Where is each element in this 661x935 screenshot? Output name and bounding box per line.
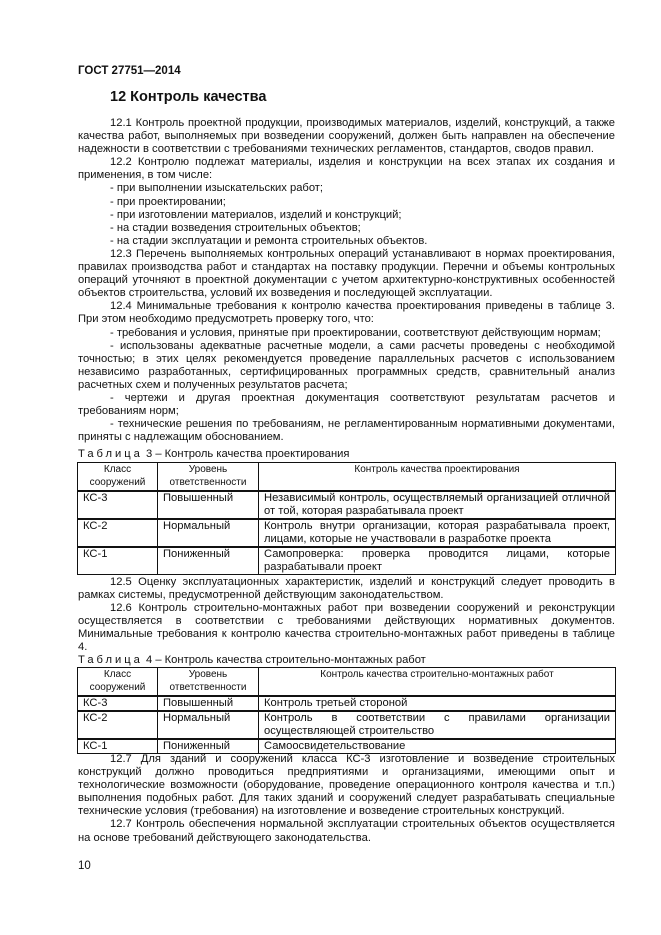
cell-level: Нормальный [158, 519, 259, 547]
table-3-caption [78, 448, 349, 461]
paragraph-12-1: 12.1 Контроль проектной продукции, производимых материалов, изделий, конструкций, а также качества работ, выполняемых при возведении сооружений, должен быть направлен на обеспечение надежности в соответствии с требованиями технических регламентов, стандартов, сводов правил. [78, 117, 615, 156]
table-header-row [78, 463, 616, 492]
section-title: 12 Контроль качества [110, 89, 267, 105]
cell-level: Пониженный [158, 739, 259, 754]
document-id: ГОСТ 27751—2014 [78, 65, 181, 77]
column-header-level: Уровень ответственности [158, 463, 259, 492]
cell-class: КС-1 [78, 547, 158, 575]
paragraph-12-5: 12.5 Оценку эксплуатационных характеристик, изделий и конструкций следует проводить в рамках системы, предусмотренной действующим законодательством. [78, 576, 615, 602]
table-4 [77, 667, 616, 754]
paragraph-12-7b: 12.7 Контроль обеспечения нормальной эксплуатации строительных объектов осуществляется на основе требований действующего законодательства. [78, 818, 615, 844]
text-block-3 [78, 753, 615, 845]
paragraph-12-6: 12.6 Контроль строительно-монтажных работ при возведении сооружений и реконструкции осуществляется в соответствии с требованиями действующих нормативных документов. Минимальные требования к контролю качества строительно-монтажных работ приведены в таблице 4. [78, 602, 615, 654]
caption-title: – Контроль качества строительно-монтажных работ [155, 654, 426, 666]
list-item: - технические решения по требованиям, не регламентированным нормативными документами, приняты с надлежащим обоснованием. [78, 418, 615, 444]
table-row [78, 491, 616, 519]
caption-number: 3 [145, 448, 153, 460]
cell-level: Пониженный [158, 547, 259, 575]
list-item: - на стадии эксплуатации и ремонта строительных объектов. [110, 234, 428, 247]
table-row [78, 547, 616, 575]
cell-class: КС-2 [78, 519, 158, 547]
list-item: - требования и условия, принятые при проектировании, соответствуют действующим нормам; [110, 326, 601, 339]
list-item: - при выполнении изыскательских работ; [110, 182, 324, 195]
paragraph-12-7: 12.7 Для зданий и сооружений класса КС-3 изготовление и возведение строительных конструкций должно проводиться предприятиями и организациями, имеющими опыт и технологические возможности (оборудование, проведение операционного контроля качества и т.п.) выполнения подобных работ. Для таких зданий и сооружений следует разрабатывать специальные технические условия (требования) на изготовление и возведение строительных конструкций. [78, 753, 615, 818]
caption-number: 4 [145, 654, 153, 666]
page-number: 10 [78, 860, 91, 872]
cell-control: Контроль в соответствии с правилами организации осуществляющей строительство [259, 711, 616, 739]
paragraph-12-4: 12.4 Минимальные требования к контролю качества проектирования приведены в таблице 3. При этом необходимо предусмотреть проверку того, что: [78, 300, 615, 326]
table-row [78, 696, 616, 711]
table-row [78, 711, 616, 739]
table-row [78, 519, 616, 547]
cell-class: КС-3 [78, 696, 158, 711]
table-header-row [78, 668, 616, 697]
cell-class: КС-1 [78, 739, 158, 754]
table-4-caption [78, 654, 426, 667]
paragraph-12-2: 12.2 Контролю подлежат материалы, изделия и конструкции на всех этапах их создания и применения, в том числе: [78, 156, 615, 182]
column-header-level: Уровень ответственности [158, 668, 259, 697]
cell-level: Нормальный [158, 711, 259, 739]
cell-control: Самоосвидетельствование [259, 739, 616, 754]
cell-class: КС-2 [78, 711, 158, 739]
cell-control: Независимый контроль, осуществляемый организацией отличной от той, которая разрабатывала проект [259, 491, 616, 519]
text-block-2 [78, 576, 615, 655]
list-item: - чертежи и другая проектная документация соответствуют результатам расчетов и требованиям норм; [78, 391, 615, 418]
list-item: - при изготовлении материалов, изделий и конструкций; [110, 208, 402, 221]
column-header-class: Класс сооружений [78, 668, 158, 697]
cell-level: Повышенный [158, 491, 259, 519]
list-item: - при проектировании; [110, 195, 226, 208]
text-block-1 [78, 117, 615, 444]
cell-control: Контроль третьей стороной [259, 696, 616, 711]
column-header-control: Контроль качества проектирования [259, 463, 616, 492]
paragraph-12-3: 12.3 Перечень выполняемых контрольных операций устанавливают в нормах проектирования, правилах производства работ и стандартах на поставку продукции. Перечни и объемы контрольных операций уточняют в проектной документации с учетом архитектурно-конструктивных особенностей объектов строительства, условий их возведения и последующей эксплуатации. [78, 247, 615, 300]
caption-prefix: Таблица [78, 654, 143, 666]
list-item: - на стадии возведения строительных объектов; [110, 221, 361, 234]
cell-control: Самопроверка: проверка проводится лицами, которые разрабатывали проект [259, 547, 616, 575]
caption-prefix: Таблица [78, 448, 143, 460]
caption-title: – Контроль качества проектирования [155, 448, 350, 460]
list-item: - использованы адекватные расчетные модели, а сами расчеты проведены с необходимой точностью; в этих целях рекомендуется проведение параллельных расчетов с использованием независимо разработанных, сертифицированных программных средств, сравнительный анализ расчетных схем и полученных результатов расчета; [78, 339, 615, 391]
cell-class: КС-3 [78, 491, 158, 519]
cell-level: Повышенный [158, 696, 259, 711]
table-row [78, 739, 616, 754]
table-3 [77, 462, 616, 575]
column-header-control: Контроль качества строительно-монтажных работ [259, 668, 616, 697]
cell-control: Контроль внутри организации, которая разрабатывала проект, лицами, которые не участвовали в разработке проекта [259, 519, 616, 547]
column-header-class: Класс сооружений [78, 463, 158, 492]
